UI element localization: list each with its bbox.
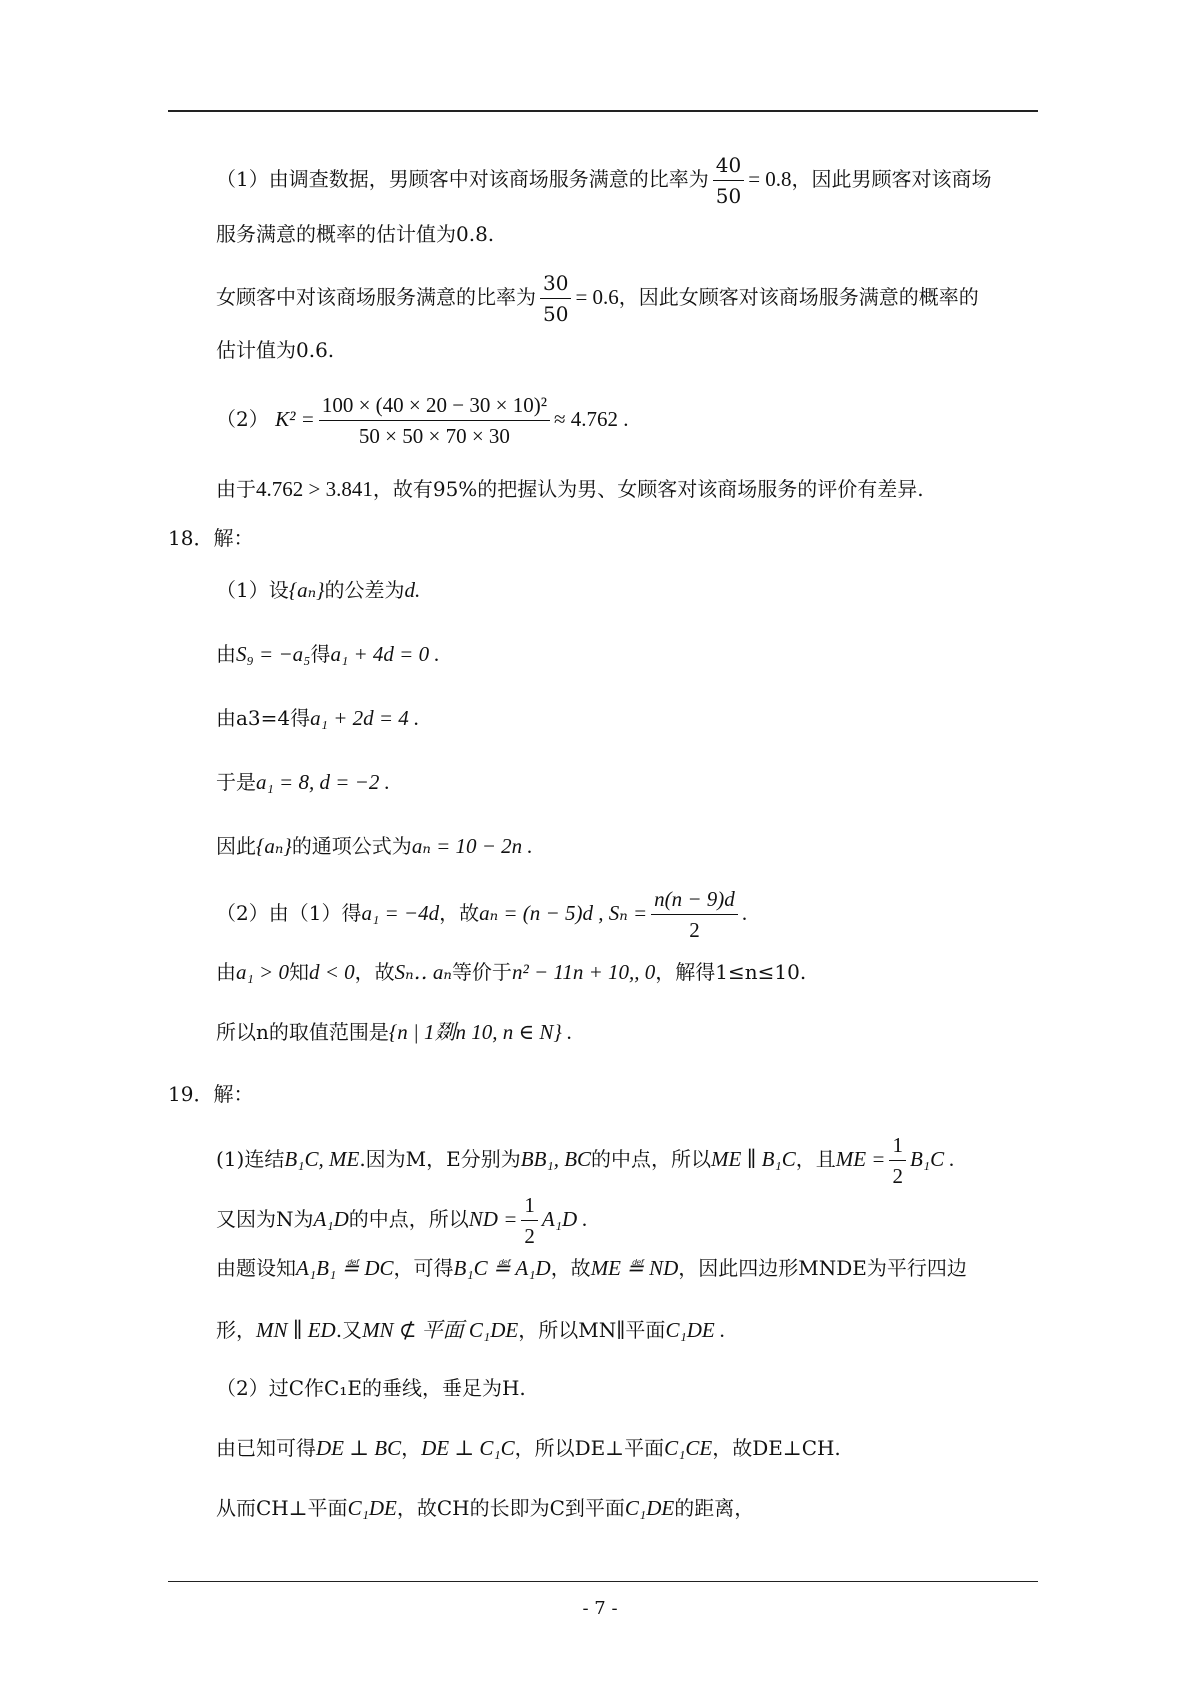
numerator: n(n − 9)d [651,884,738,915]
text: 18．解： [168,526,254,550]
text-line [216,704,419,732]
text: (1)连结 [216,1147,285,1171]
math: K² = [275,407,315,431]
text: 由 [216,960,236,984]
numerator: 100 × (40 × 20 − 30 × 10)² [319,390,550,421]
math: {aₙ} [288,578,325,602]
text: （2）由（1）得 [216,901,362,925]
text: ，故 [439,901,480,925]
text-line [216,1316,725,1344]
fraction [889,1130,906,1191]
text: 得 [310,642,331,666]
footer-rule [168,1581,1038,1582]
math: ME = [835,1147,886,1171]
math: a₁ + 2d = 4 . [310,706,420,730]
text-line [216,1434,841,1462]
text: ，故DE⊥CH. [712,1436,841,1460]
math: Sₙ‥ aₙ [394,960,452,984]
text-line [216,640,440,668]
text: ，故 [550,1256,591,1280]
math: MN ⊄ 平面 C₁DE [362,1318,519,1342]
text-line [216,150,992,211]
fraction [540,268,571,329]
text: 知 [288,960,309,984]
math: aₙ = (n − 5)d , Sₙ = [479,901,648,925]
text: （1）由调查数据，男顾客中对该商场服务满意的比率为 [216,167,709,191]
text-line [216,576,420,604]
text: 所以n的取值范围是 [216,1020,389,1044]
math: a₁ = −4d [361,901,440,925]
text: ，故CH的长即为C到平面 [396,1496,625,1520]
denominator: 50 [543,302,569,326]
text-line [216,1018,572,1046]
math: ≈ 4.762 . [553,407,629,431]
math: DE ⊥ C₁C [421,1436,515,1460]
math: a₁ = 8, d = −2 . [256,770,390,794]
math: 4.762 > 3.841 [256,477,373,501]
denominator: 2 [689,918,700,942]
text: 的中点，所以 [591,1147,712,1171]
math: a₁ > 0 [236,960,289,984]
text: ，解得1≤n≤10. [655,960,807,984]
math: B₁C ≝ A₁D [453,1256,551,1280]
text-line [216,220,494,248]
math: n² − 11n + 10,, 0 [511,960,656,984]
math: B₁C . [909,1147,955,1171]
text: ，所以MN∥平面 [518,1318,666,1342]
text: .又 [335,1318,363,1342]
text: ，所以DE⊥平面 [514,1436,665,1460]
numerator: 1 [889,1130,906,1161]
text-line [216,832,533,860]
text: ，故有95%的把握认为男、女顾客对该商场服务的评价有差异. [372,477,924,501]
text: 的公差为 [324,578,405,602]
text: 的通项公式为 [291,834,412,858]
fraction [651,884,738,945]
math: C₁DE [347,1496,397,1520]
text: .因为M，E分别为 [359,1147,521,1171]
math: MN ∥ ED [256,1318,336,1342]
math: {n | 1剟n 10, n ∈ N} . [388,1020,573,1044]
text: 的距离， [674,1496,755,1520]
denominator: 50 × 50 × 70 × 30 [358,424,510,448]
math: a₁ + 4d = 0 . [330,642,440,666]
text: 由于 [216,477,256,501]
fraction [521,1190,538,1251]
text: 形， [216,1318,256,1342]
text-line [216,268,979,329]
text: ，且 [795,1147,836,1171]
text-line [216,1374,526,1402]
math: . [741,901,748,925]
math: d. [404,578,421,602]
math: {aₙ} [256,834,292,858]
text: ，因此男顾客对该商场 [791,167,992,191]
math: C₁CE [664,1436,713,1460]
text: （2）过C作C₁E的垂线，垂足为H. [216,1376,526,1400]
text: 由 [216,642,236,666]
text: 因此 [216,834,256,858]
text: ，可得 [393,1256,454,1280]
text: ， [401,1436,422,1460]
text: 从而CH⊥平面 [216,1496,348,1520]
text: 由已知可得 [216,1436,316,1460]
math: = 0.8 [748,167,792,191]
math: C₁DE [624,1496,675,1520]
text-line [216,768,390,796]
text: 于是 [216,770,256,794]
text: （2） [216,407,269,431]
text: （1）设 [216,578,289,602]
text-line [216,958,806,986]
text: 等价于 [451,960,512,984]
math: ND = [468,1207,518,1231]
text-line [216,390,629,451]
text: 19．解： [168,1082,254,1106]
text-line [216,475,924,503]
math: DE ⊥ BC [316,1436,402,1460]
math: A₁D [313,1207,349,1231]
text-line [216,1190,588,1251]
text: ，故 [354,960,395,984]
text-line [216,884,747,945]
math: aₙ = 10 − 2n . [411,834,533,858]
math: B₁C, ME [284,1147,360,1171]
denominator: 2 [524,1224,535,1248]
text-line [216,1130,955,1191]
text-line [216,336,334,364]
header-rule [168,110,1038,112]
text: 由题设知 [216,1256,296,1280]
math: = 0.6 [575,285,619,309]
text: 又因为N为 [216,1207,314,1231]
denominator: 2 [892,1164,903,1188]
text: 女顾客中对该商场服务满意的比率为 [216,285,536,309]
numerator: 1 [521,1190,538,1221]
text: 估计值为0.6. [216,338,335,362]
text-line [216,1494,754,1522]
numerator: 30 [540,268,571,299]
text: 的中点，所以 [348,1207,469,1231]
math: d < 0 [308,960,355,984]
text: ，因此四边形MNDE为平行四边 [678,1256,967,1280]
page-number: - 7 - [582,1598,618,1619]
math: C₁DE . [665,1318,726,1342]
fraction [713,150,744,211]
math: BB₁, BC [520,1147,592,1171]
text-line [216,1254,967,1282]
problem-heading [168,524,253,552]
fraction [319,390,550,451]
math: S₉ = −a₅ [236,642,311,666]
math: A₁B₁ ≝ DC [296,1256,394,1280]
text: ，因此女顾客对该商场服务满意的概率的 [618,285,979,309]
problem-heading [168,1080,253,1108]
denominator: 50 [715,184,742,208]
text: 服务满意的概率的估计值为0.8. [216,222,495,246]
math: ME ∥ B₁C [711,1147,796,1171]
text: 由a3=4得 [216,706,311,730]
math: A₁D . [541,1207,588,1231]
math: ME ≝ ND [590,1256,679,1280]
numerator: 40 [713,150,744,181]
